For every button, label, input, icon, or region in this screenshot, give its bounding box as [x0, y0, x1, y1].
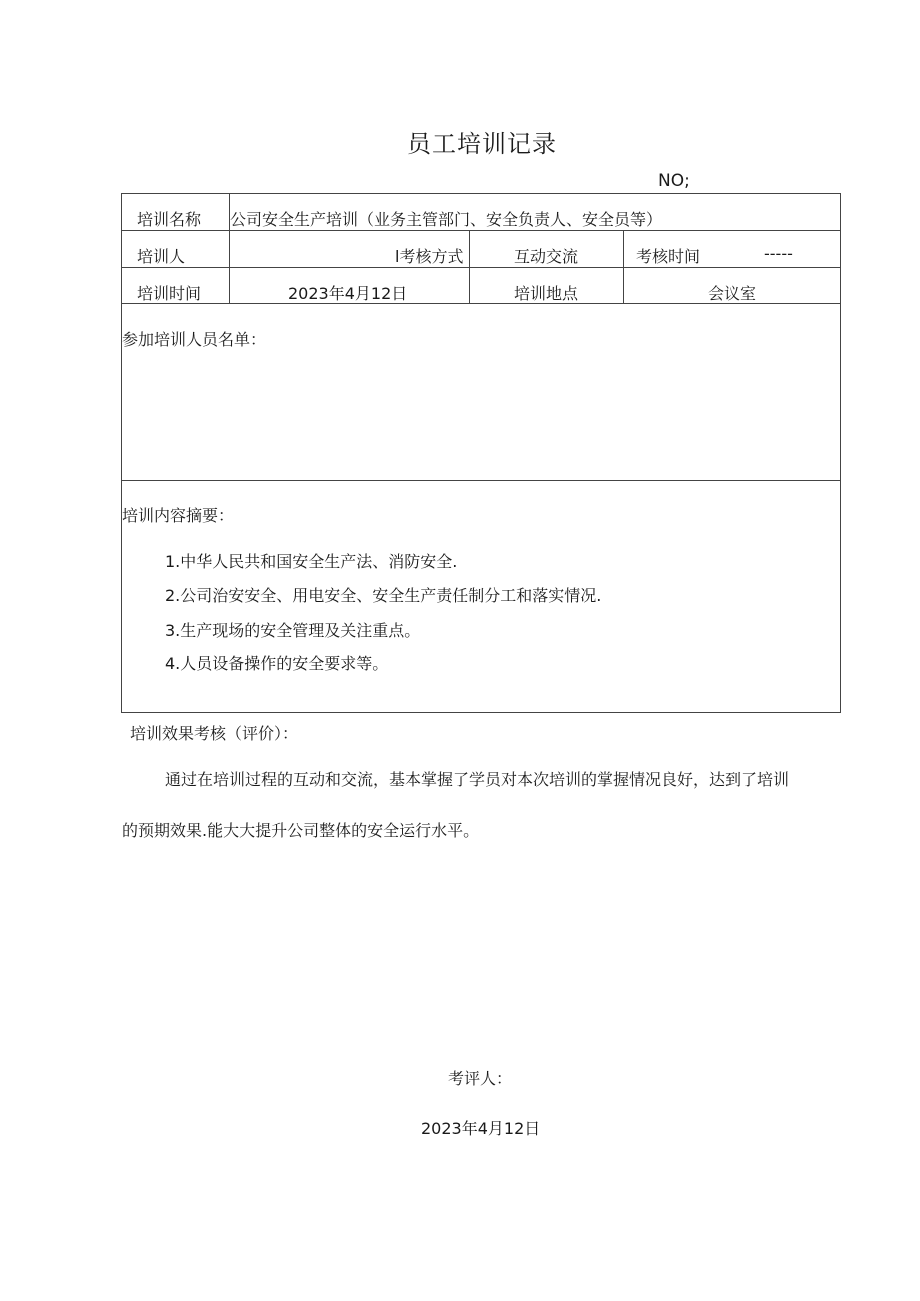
- record-number-label: NO;: [658, 171, 690, 191]
- summary-item: 4.人员设备操作的安全要求等。: [165, 654, 389, 673]
- summary-item: 1.中华人民共和国安全生产法、消防安全.: [165, 552, 458, 571]
- footer-date: 2023年4月12日: [421, 1119, 541, 1138]
- participants-label: 参加培训人员名单：: [122, 330, 267, 349]
- assessment-method-value: 互动交流: [514, 247, 579, 266]
- row-divider: [121, 480, 841, 481]
- training-time-value: 2023年4月12日: [288, 284, 408, 303]
- column-divider: [623, 230, 624, 303]
- column-divider: [469, 230, 470, 303]
- evaluation-text-line: 通过在培训过程的互动和交流，基本掌握了学员对本次培训的掌握情况良好，达到了培训: [165, 770, 790, 789]
- training-location-label: 培训地点: [514, 284, 579, 303]
- evaluator-label: 考评人：: [448, 1069, 513, 1088]
- training-time-label: 培训时间: [137, 284, 202, 303]
- training-name-label: 培训名称: [137, 210, 202, 229]
- training-location-value: 会议室: [708, 284, 757, 303]
- evaluation-text-line: 的预期效果.能大大提升公司整体的安全运行水平。: [122, 821, 480, 840]
- summary-item: 3.生产现场的安全管理及关注重点。: [165, 621, 421, 640]
- page-title: 员工培训记录: [407, 130, 557, 158]
- trainer-label: 培训人: [137, 247, 186, 266]
- summary-item: 2.公司治安安全、用电安全、安全生产责任制分工和落实情况.: [165, 586, 602, 605]
- assessment-time-label: 考核时间: [636, 247, 701, 266]
- evaluation-heading: 培训效果考核（评价）：: [130, 724, 299, 743]
- assessment-time-value: -----: [764, 244, 793, 263]
- training-name-value: 公司安全生产培训（业务主管部门、安全负责人、安全员等）: [230, 210, 663, 229]
- assessment-method-label: l考核方式: [395, 247, 464, 266]
- summary-label: 培训内容摘要：: [122, 506, 235, 525]
